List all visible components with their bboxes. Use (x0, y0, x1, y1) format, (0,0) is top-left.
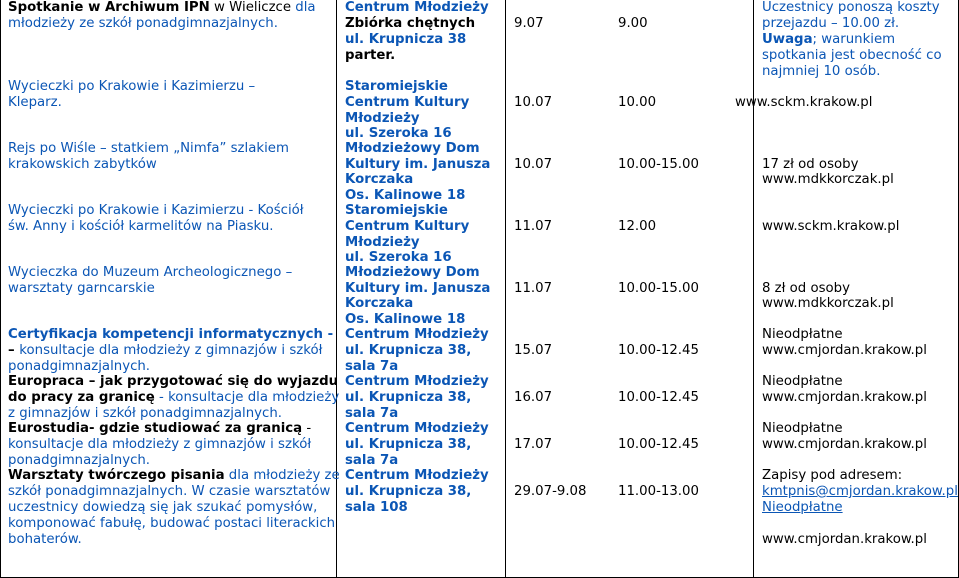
event-eurostudia (8, 421, 311, 437)
event-date: 9.07 (514, 16, 544, 31)
event-title: do pracy za granicę (8, 390, 155, 405)
event-text: z gimnazjów i szkół ponadgimnazjalnych. (8, 406, 283, 421)
event-title: Wycieczki po Krakowie i Kazimierzu - (8, 203, 258, 218)
event-date: 15.07 (514, 343, 553, 358)
info-text: spotkania jest obecność co (762, 48, 942, 63)
event-text: – (281, 265, 293, 280)
event-time: 10.00-15.00 (618, 281, 699, 296)
event-time: 12.00 (618, 219, 657, 234)
email-link[interactable]: kmtpnis@cmjordan.krakow.pl (762, 484, 958, 499)
website-link[interactable]: www.sckm.krakow.pl (735, 95, 873, 110)
event-time: 10.00-12.45 (618, 390, 699, 405)
table-border (0, 0, 1, 578)
place-name: Centrum Młodzieży (345, 374, 489, 389)
event-text: Kościół (257, 203, 304, 218)
event-text: ponadgimnazjalnych. (8, 359, 151, 374)
event-certyfikacja (8, 343, 322, 359)
event-date: 16.07 (514, 390, 553, 405)
event-date: 17.07 (514, 437, 553, 452)
event-title: Spotkanie w Archiwum IPN (8, 0, 210, 15)
event-date: 11.07 (514, 281, 553, 296)
event-muzeum (8, 265, 292, 281)
event-title: Rejs po Wiśle (8, 141, 96, 156)
info-text: najmniej 10 osób. (762, 64, 881, 79)
event-text: bohaterów. (8, 532, 82, 547)
event-europraca (8, 390, 339, 406)
column-divider (336, 0, 337, 578)
place-name: Staromiejskie (345, 203, 448, 218)
website-link[interactable]: www.mdkkorczak.pl (762, 296, 894, 311)
event-ipn (8, 0, 316, 16)
event-wycieczki (8, 203, 304, 219)
place-name: Centrum Młodzieży (345, 421, 489, 436)
place-address: ul. Szeroka 16 (345, 126, 452, 141)
place-address: ul. Krupnicza 38, (345, 343, 472, 358)
event-date: 10.07 (514, 157, 553, 172)
event-text: konsultacje dla młodzieży z gimnazjów i szkół (19, 343, 323, 358)
place-room: sala 7a (345, 406, 399, 421)
event-date: 29.07-9.08 (514, 484, 587, 499)
price-text: Nieodpłatne (762, 374, 843, 389)
event-text: ponadgimnazjalnych. (8, 453, 151, 468)
price-text: Nieodpłatne (762, 327, 843, 342)
info-text: ; warunkiem (812, 32, 896, 47)
column-divider (753, 0, 754, 578)
price-link[interactable]: Nieodpłatne (762, 500, 843, 515)
place-name: Centrum Młodzieży (345, 327, 489, 342)
event-text: - (302, 421, 312, 436)
event-text: komponować fabułę, budować postaci literackich (8, 516, 336, 531)
place-address: ul. Krupnicza 38, (345, 437, 472, 452)
price-text: Nieodpłatne (762, 421, 843, 436)
place-room: sala 108 (345, 500, 408, 515)
place-name: Centrum Młodzieży (345, 0, 489, 15)
place-text: parter. (345, 48, 396, 63)
place-name: Młodzieży (345, 235, 420, 250)
event-title: Eurostudia- gdzie studiować za granicą (8, 421, 303, 436)
event-text: – statkiem „Nimfa” szlakiem (95, 141, 289, 156)
info-text: Zapisy pod adresem: (762, 468, 903, 483)
place-name: Młodzieżowy Dom (345, 265, 480, 280)
place-address: Os. Kalinowe 18 (345, 188, 466, 203)
website-link[interactable]: www.cmjordan.krakow.pl (762, 532, 927, 547)
event-title: Wycieczki po Krakowie i Kazimierzu – (8, 79, 256, 94)
place-name: Młodzieżowy Dom (345, 141, 480, 156)
website-link[interactable]: www.mdkkorczak.pl (762, 172, 894, 187)
event-text: - konsultacje dla młodzieży (154, 390, 340, 405)
event-text: młodzieży ze szkół ponadgimnazjalnych. (8, 16, 278, 31)
place-address: ul. Krupnicza 38 (345, 32, 467, 47)
place-name: Centrum Kultury (345, 219, 470, 234)
event-title: Warsztaty twórczego pisania (8, 468, 225, 483)
event-text: dla młodzieży ze (224, 468, 340, 483)
event-time: 10.00-12.45 (618, 343, 699, 358)
place-name: Korczaka (345, 296, 414, 311)
event-time: 10.00-12.45 (618, 437, 699, 452)
event-time: 9.00 (618, 16, 648, 31)
event-text: krakowskich zabytków (8, 157, 157, 172)
event-title: Certyfikacja kompetencji informatycznych - (8, 327, 334, 342)
place-text: Zbiórka chętnych (345, 16, 476, 31)
place-address: Os. Kalinowe 18 (345, 312, 466, 327)
place-room: sala 7a (345, 359, 399, 374)
place-address: ul. Krupnicza 38, (345, 390, 472, 405)
event-date: 11.07 (514, 219, 553, 234)
place-name: Staromiejskie (345, 79, 448, 94)
event-text: św. Anny i kościół karmelitów na Piasku. (8, 219, 274, 234)
event-text: dla (291, 0, 316, 15)
place-name: Korczaka (345, 172, 414, 187)
event-time: 10.00 (618, 95, 657, 110)
event-title: Wycieczka do Muzeum Archeologicznego (8, 265, 282, 280)
website-link[interactable]: www.cmjordan.krakow.pl (762, 437, 927, 452)
event-text: konsultacje dla młodzieży z gimnazjów i szkół (8, 437, 312, 452)
event-text: uczestnicy dowiedzą się jak szukać pomysłów, (8, 500, 318, 515)
warning-label: Uwaga (762, 32, 813, 47)
place-name: Kultury im. Janusza (345, 157, 491, 172)
place-name: Centrum Kultury (345, 95, 470, 110)
column-divider (505, 0, 506, 578)
event-time: 11.00-13.00 (618, 484, 699, 499)
event-rejs (8, 141, 289, 157)
place-address: ul. Szeroka 16 (345, 250, 452, 265)
place-name: Młodzieży (345, 111, 420, 126)
event-text: w Wieliczce (209, 0, 292, 15)
place-name: Centrum Młodzieży (345, 468, 489, 483)
event-text: szkół ponadgimnazjalnych. W czasie warsztatów (8, 484, 331, 499)
event-text: – (8, 343, 20, 358)
price-text: 17 zł od osoby (762, 157, 859, 172)
place-address: ul. Krupnicza 38, (345, 484, 472, 499)
website-link[interactable]: www.cmjordan.krakow.pl (762, 343, 927, 358)
info-warning (762, 32, 895, 48)
place-name: Kultury im. Janusza (345, 281, 491, 296)
info-text: Uczestnicy ponoszą koszty (762, 0, 940, 15)
event-time: 10.00-15.00 (618, 157, 699, 172)
info-text: przejazdu – 10.00 zł. (762, 16, 900, 31)
event-title: Europraca – jak przygotować się do wyjazdu (8, 374, 339, 389)
website-link[interactable]: www.cmjordan.krakow.pl (762, 390, 927, 405)
place-room: sala 7a (345, 453, 399, 468)
event-warsztaty (8, 468, 340, 484)
event-text: Kleparz. (8, 95, 62, 110)
event-date: 10.07 (514, 95, 553, 110)
event-text: warsztaty garncarskie (8, 281, 155, 296)
price-text: 8 zł od osoby (762, 281, 850, 296)
website-link[interactable]: www.sckm.krakow.pl (762, 219, 900, 234)
